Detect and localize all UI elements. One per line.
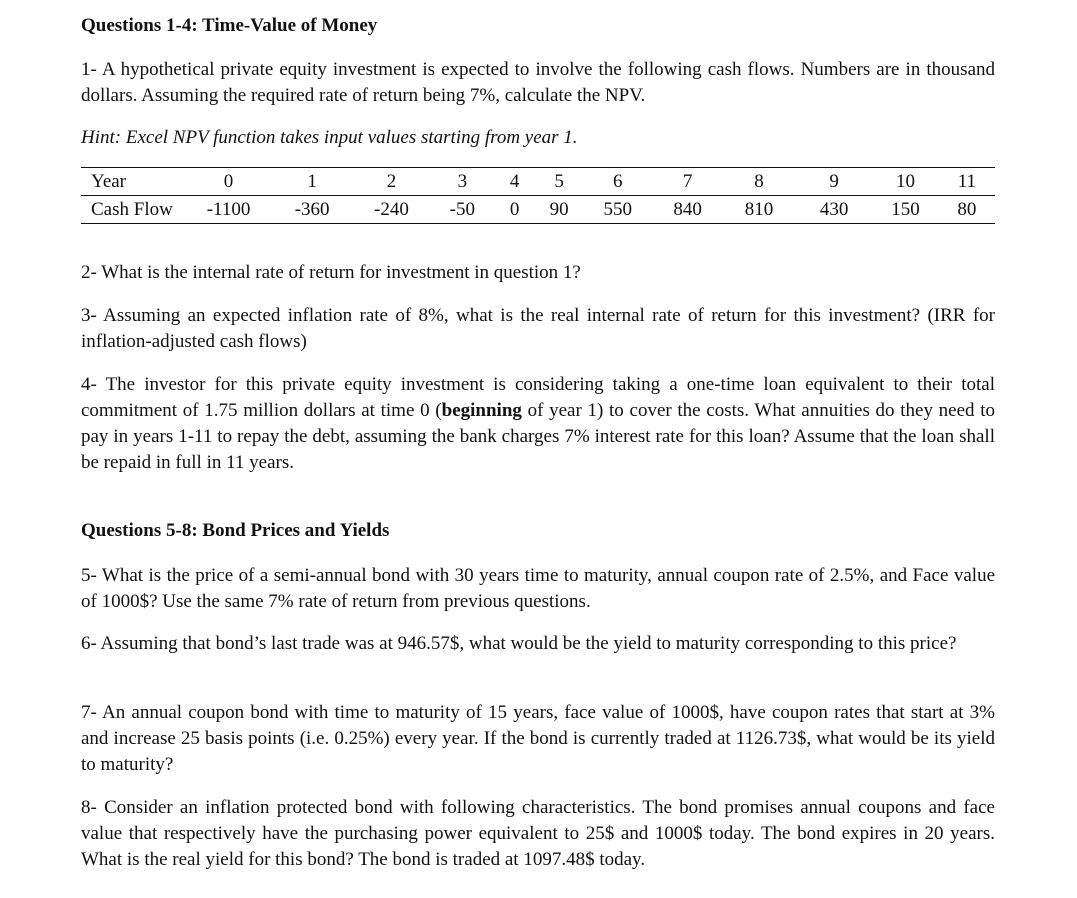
question-6: 6- Assuming that bond’s last trade was at 946.57$, what would be the yield to maturity corresponding to this price? — [81, 633, 957, 654]
question-4 — [81, 372, 995, 476]
table-row-cash-flow — [81, 196, 995, 224]
hint-text: Hint: Excel NPV function takes input values starting from year 1. — [81, 127, 578, 148]
question-4-part-b: of year 1) to cover the costs. What annuities do they need to pay in years 1-11 to repay the debt, assuming the bank charges 7% interest rate for this loan? Assume that the loan shall be repaid in full in 11 years. — [81, 400, 996, 473]
cash-flow-cell: -240 — [352, 196, 431, 224]
year-cell: 0 — [185, 168, 273, 196]
year-cell: 5 — [536, 168, 583, 196]
cash-flow-cell: 810 — [722, 196, 796, 224]
cash-flow-cell: -1100 — [185, 196, 273, 224]
year-cell: 1 — [272, 168, 351, 196]
question-5: 5- What is the price of a semi-annual bond with 30 years time to maturity, annual coupon rate of 2.5%, and Face value of 1000$? Use the same 7% rate of return from previous questions. — [81, 565, 995, 612]
question-4-emphasis: beginning — [441, 400, 522, 421]
cash-flow-table — [81, 167, 995, 224]
section-heading-time-value: Questions 1-4: Time-Value of Money — [81, 15, 378, 36]
question-1: 1- A hypothetical private equity investment is expected to involve the following cash flows. Numbers are in thousand dollars. Assuming the required rate of return being 7%, calculate the NPV. — [81, 59, 995, 106]
question-4-part-a: 4- The investor for this private equity investment is considering taking a one-time loan equivalent to their total commitment of 1.75 million dollars at time 0 ( — [81, 374, 995, 421]
table-row-year — [81, 168, 995, 196]
question-8: 8- Consider an inflation protected bond with following characteristics. The bond promises annual coupons and face value that respectively have the purchasing power equivalent to 25$ and 1000$ today. The bond expires in 20 years. What is the real yield for this bond? The bond is traded at 1097.48$ today. — [81, 797, 995, 870]
cash-flow-cell: 430 — [796, 196, 872, 224]
year-cell: 10 — [872, 168, 939, 196]
question-2: 2- What is the internal rate of return for investment in question 1? — [81, 262, 581, 283]
cash-flow-cell: 840 — [653, 196, 722, 224]
cash-flow-cell: 0 — [494, 196, 536, 224]
row-label-cash-flow: Cash Flow — [81, 196, 185, 224]
year-cell: 3 — [431, 168, 493, 196]
cash-flow-cell: -360 — [272, 196, 351, 224]
year-cell: 11 — [939, 168, 995, 196]
year-cell: 9 — [796, 168, 872, 196]
cash-flow-cell: 90 — [536, 196, 583, 224]
cash-flow-cell: 550 — [582, 196, 653, 224]
cash-flow-cell: -50 — [431, 196, 493, 224]
year-cell: 7 — [653, 168, 722, 196]
cash-flow-cell: 150 — [872, 196, 939, 224]
cash-flow-cell: 80 — [939, 196, 995, 224]
section-heading-bonds: Questions 5-8: Bond Prices and Yields — [81, 520, 390, 541]
year-cell: 2 — [352, 168, 431, 196]
question-7: 7- An annual coupon bond with time to maturity of 15 years, face value of 1000$, have coupon rates that start at 3% and increase 25 basis points (i.e. 0.25%) every year. If the bond is currently traded at 1126.73$, what would be its yield to maturity? — [81, 702, 995, 775]
question-3: 3- Assuming an expected inflation rate of 8%, what is the real internal rate of return for this investment? (IRR for inflation-adjusted cash flows) — [81, 305, 995, 352]
row-label-year: Year — [81, 168, 185, 196]
year-cell: 6 — [582, 168, 653, 196]
year-cell: 8 — [722, 168, 796, 196]
year-cell: 4 — [494, 168, 536, 196]
